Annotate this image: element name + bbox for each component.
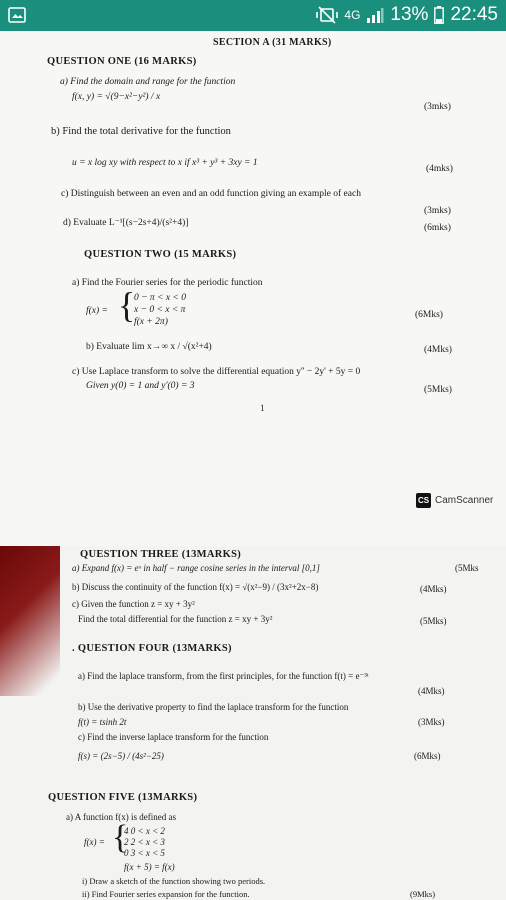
q1-d: d) Evaluate L⁻¹[(s−2s+4)/(s²+4)]	[63, 218, 189, 228]
q3-a: a) Expand f(x) = eˣ in half − range cosine series in the interval [0,1]	[72, 563, 320, 573]
q2-f-label: f(x) =	[86, 306, 108, 316]
q3-c-marks: (5Mks)	[420, 616, 447, 626]
q2-c-marks: (5Mks)	[424, 385, 452, 395]
q4-b-marks: (3Mks)	[418, 717, 445, 727]
q4-c2: f(s) = (2s−5) / (4s²−25)	[78, 751, 164, 761]
mute-vibrate-icon	[316, 6, 338, 24]
q5-ii-marks: (9Mks)	[410, 889, 436, 899]
camscanner-label: CamScanner	[435, 495, 494, 506]
q4-b2: f(t) = tsinh 2t	[78, 717, 127, 727]
q5-a: a) A function f(x) is defined as	[66, 812, 176, 822]
signal-icon	[366, 7, 384, 23]
camscanner-logo-icon: CS	[416, 493, 431, 508]
q5-f-label: f(x) =	[84, 837, 105, 847]
q5-period: f(x + 5) = f(x)	[124, 862, 175, 872]
q2-c2: Given y(0) = 1 and y'(0) = 3	[86, 381, 195, 391]
q4-a-marks: (4Mks)	[418, 686, 445, 696]
q2-f3: f(x + 2π)	[134, 317, 168, 327]
q2-b-marks: (4Mks)	[424, 345, 452, 355]
network-type: 4G	[344, 8, 361, 22]
page-edge-shadow	[0, 546, 60, 696]
q2-f2: x − 0 < x < π	[134, 305, 186, 315]
q2-c: c) Use Laplace transform to solve the differential equation y'' − 2y' + 5y = 0	[72, 367, 361, 377]
document-viewer[interactable]	[0, 31, 506, 900]
q4-b: b) Use the derivative property to find the laplace transform for the function	[78, 702, 349, 712]
q5-i: i) Draw a sketch of the function showing two periods.	[82, 876, 266, 886]
battery-icon	[434, 6, 444, 24]
q2-b: b) Evaluate lim x→∞ x / √(x²+4)	[86, 342, 212, 352]
q5-ii: ii) Find Fourier series expansion for the function.	[82, 889, 250, 899]
q2-a: a) Find the Fourier series for the periodic function	[72, 278, 263, 288]
section-title: SECTION A (31 MARKS)	[213, 37, 332, 48]
q1-a-func: f(x, y) = √(9−x²−y²) / x	[72, 92, 161, 102]
q1-title: QUESTION ONE (16 MARKS)	[47, 56, 197, 67]
q5-p2: 2 2 < x < 3	[124, 837, 165, 847]
q3-title: QUESTION THREE (13MARKS)	[80, 549, 242, 560]
q5-brace: {	[112, 819, 129, 856]
q5-p3: 0 3 < x < 5	[124, 848, 165, 858]
q3-b-marks: (4Mks)	[420, 584, 447, 594]
document-page-1	[0, 31, 506, 541]
status-bar	[0, 0, 506, 31]
gallery-notification-icon	[8, 6, 26, 24]
q4-title: . QUESTION FOUR (13MARKS)	[72, 643, 232, 654]
q2-f1: 0 − π < x < 0	[134, 293, 186, 303]
q1-a-marks: (3mks)	[424, 102, 451, 112]
battery-percent: 13%	[390, 4, 429, 25]
q3-a-marks: (5Mks	[455, 563, 479, 573]
q4-a: a) Find the laplace transform, from the first principles, for the function f(t) = e⁻³ᵗ	[78, 671, 369, 681]
q3-c: c) Given the function z = xy + 3y²	[72, 599, 195, 609]
clock: 22:45	[450, 4, 498, 25]
page-number: 1	[260, 403, 265, 413]
q1-b-marks: (4mks)	[426, 164, 453, 174]
q1-a: a) Find the domain and range for the function	[60, 77, 236, 87]
q4-c: c) Find the inverse laplace transform for the function	[78, 732, 269, 742]
q1-c: c) Distinguish between an even and an odd function giving an example of each	[61, 189, 361, 199]
q5-p1: 4 0 < x < 2	[124, 826, 165, 836]
q1-d-marks: (6mks)	[424, 223, 451, 233]
q2-brace: {	[118, 285, 136, 325]
q1-c-marks: (3mks)	[424, 206, 451, 216]
camscanner-watermark	[416, 493, 493, 508]
q3-c2: Find the total differential for the function z = xy + 3y²	[78, 614, 273, 624]
q4-c-marks: (6Mks)	[414, 751, 441, 761]
q2-a-marks: (6Mks)	[415, 310, 443, 320]
q2-title: QUESTION TWO (15 MARKS)	[84, 249, 237, 260]
q5-title: QUESTION FIVE (13MARKS)	[48, 792, 198, 803]
q1-b: b) Find the total derivative for the function	[51, 126, 231, 137]
q1-b-eq: u = x log xy with respect to x if x³ + y³ + 3xy = 1	[72, 158, 258, 168]
q3-b: b) Discuss the continuity of the function f(x) = √(x²−9) / (3x²+2x−8)	[72, 582, 319, 592]
